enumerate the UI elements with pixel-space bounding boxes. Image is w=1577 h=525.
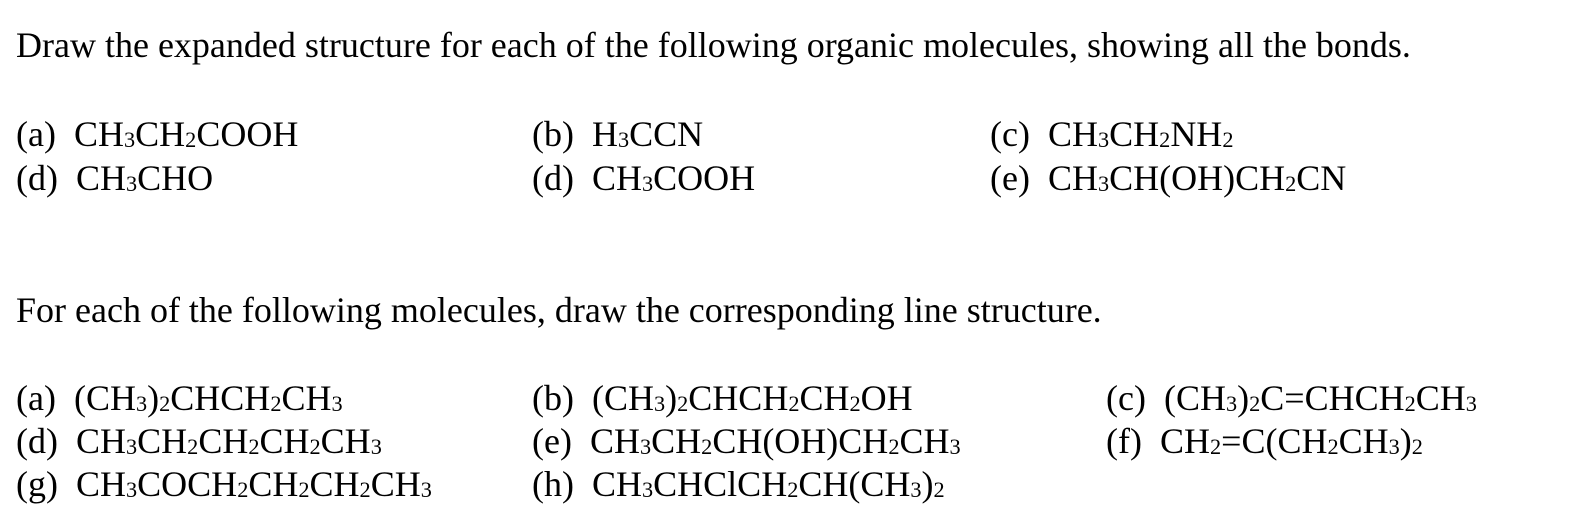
item-formula [67,421,382,461]
item-formula [65,378,343,418]
formula-text: CH [651,421,702,461]
formula-text: ) [665,378,678,418]
s2-item [1106,421,1423,461]
s1-item [16,158,213,198]
formula-text: CH [370,464,421,504]
formula-subscript: 2 [298,477,310,503]
s1-item [990,158,1346,198]
formula-text: COOH [196,114,299,154]
formula-subscript: 2 [1404,391,1416,417]
formula-text: NH [1170,114,1223,154]
formula-text: CH [899,421,950,461]
s1-item [532,114,703,154]
formula-text: CH [137,421,188,461]
formula-text: CH [1047,158,1098,198]
s2-item [16,378,343,418]
formula-subscript: 3 [1388,434,1400,460]
formula-subscript: 3 [910,477,922,503]
formula-text: CH [1415,378,1466,418]
section2-heading: For each of the following molecules, draw the corresponding line structure. [16,290,1102,330]
s2-item [532,421,961,461]
formula-text: CH [591,464,642,504]
item-label: (a) [16,378,56,418]
formula-subscript: 2 [359,477,371,503]
formula-text: CH(OH)CH [1109,158,1286,198]
formula-text: CCN [629,114,704,154]
formula-text: CHCH [688,378,789,418]
item-formula [1039,158,1346,198]
formula-text: CH [309,464,360,504]
item-label: (c) [990,114,1030,154]
formula-subscript: 3 [126,477,138,503]
formula-subscript: 3 [123,127,136,153]
formula-text: CH [75,464,126,504]
item-formula [581,421,961,461]
formula-subscript: 2 [849,391,861,417]
item-label: (h) [532,464,574,504]
formula-subscript: 2 [1285,171,1297,197]
formula-text: CN [1296,158,1347,198]
formula-text: CH [259,421,310,461]
item-label: (b) [532,114,574,154]
formula-subscript: 2 [309,434,321,460]
item-formula [583,378,913,418]
formula-text: CHCH [170,378,271,418]
item-label: (c) [1106,378,1146,418]
s2-item [532,464,945,504]
formula-text: (CH [591,378,654,418]
formula-subscript: 2 [787,477,799,503]
formula-subscript: 3 [949,434,961,460]
formula-subscript: 2 [888,434,900,460]
item-formula [583,114,703,154]
formula-text: CHClCH [653,464,788,504]
item-label: (d) [16,158,58,198]
formula-subscript: 3 [420,477,432,503]
formula-subscript: 2 [1209,434,1222,460]
formula-text: CH [1159,421,1210,461]
formula-subscript: 2 [185,127,197,153]
formula-subscript: 3 [642,171,654,197]
item-formula [583,158,755,198]
formula-text: CH(OH)CH [712,421,889,461]
formula-text: CH [320,421,371,461]
formula-text: ) [147,378,160,418]
item-label: (g) [16,464,58,504]
formula-text: CH [198,421,249,461]
s2-item [1106,378,1477,418]
formula-text: CH [1047,114,1098,154]
formula-subscript: 2 [187,434,199,460]
formula-subscript: 3 [126,434,138,460]
formula-subscript: 2 [248,434,260,460]
formula-subscript: 2 [1327,434,1339,460]
formula-subscript: 3 [126,171,138,197]
formula-subscript: 3 [642,477,654,503]
formula-text: OH [860,378,913,418]
formula-subscript: 3 [370,434,382,460]
formula-subscript: 2 [701,434,713,460]
item-label: (b) [532,378,574,418]
s1-item [16,114,298,154]
formula-text: CH [281,378,332,418]
formula-subscript: 2 [159,391,171,417]
formula-text: CH [73,114,124,154]
formula-text: (CH [73,378,136,418]
formula-text: CH [248,464,299,504]
formula-text: ) [921,464,934,504]
formula-subscript: 3 [1097,127,1110,153]
formula-text: CH [75,158,126,198]
formula-subscript: 2 [788,391,800,417]
formula-subscript: 2 [1249,391,1261,417]
item-formula [583,464,945,504]
formula-subscript: 3 [653,391,666,417]
item-label: (a) [16,114,56,154]
formula-text: CH [1338,421,1389,461]
item-formula [67,158,213,198]
formula-subscript: 3 [1225,391,1238,417]
formula-subscript: 3 [1097,171,1110,197]
item-formula [67,464,432,504]
formula-subscript: 2 [1411,434,1423,460]
formula-subscript: 2 [933,477,945,503]
formula-subscript: 3 [617,127,630,153]
formula-text: ) [1237,378,1250,418]
s2-item [532,378,913,418]
formula-text: CH [135,114,186,154]
formula-subscript: 3 [331,391,343,417]
formula-subscript: 2 [677,391,689,417]
formula-text: CH(CH [798,464,911,504]
formula-subscript: 3 [1465,391,1477,417]
item-formula [65,114,298,154]
item-formula [1039,114,1234,154]
formula-subscript: 2 [237,477,249,503]
section1-heading: Draw the expanded structure for each of the following organic molecules, showing all the bonds. [16,25,1411,65]
item-label: (f) [1106,421,1142,461]
formula-text: COOH [653,158,756,198]
formula-text: =C(CH [1221,421,1328,461]
formula-subscript: 3 [135,391,148,417]
formula-subscript: 2 [270,391,282,417]
formula-text: H [591,114,618,154]
s1-item [532,158,755,198]
item-label: (d) [532,158,574,198]
item-formula [1151,421,1423,461]
item-label: (d) [16,421,58,461]
formula-text: CH [799,378,850,418]
s2-item [16,464,432,504]
formula-text: CH [75,421,126,461]
formula-subscript: 2 [1222,127,1234,153]
formula-text: CH [589,421,640,461]
formula-subscript: 3 [639,434,652,460]
item-label: (e) [532,421,572,461]
formula-text: CH [1109,114,1160,154]
formula-subscript: 2 [1159,127,1171,153]
formula-text: C=CHCH [1260,378,1405,418]
formula-text: COCH [137,464,238,504]
formula-text: (CH [1163,378,1226,418]
formula-text: CH [591,158,642,198]
formula-text: ) [1399,421,1412,461]
item-label: (e) [990,158,1030,198]
item-formula [1155,378,1477,418]
s2-item [16,421,382,461]
formula-text: CHO [137,158,214,198]
s1-item [990,114,1233,154]
